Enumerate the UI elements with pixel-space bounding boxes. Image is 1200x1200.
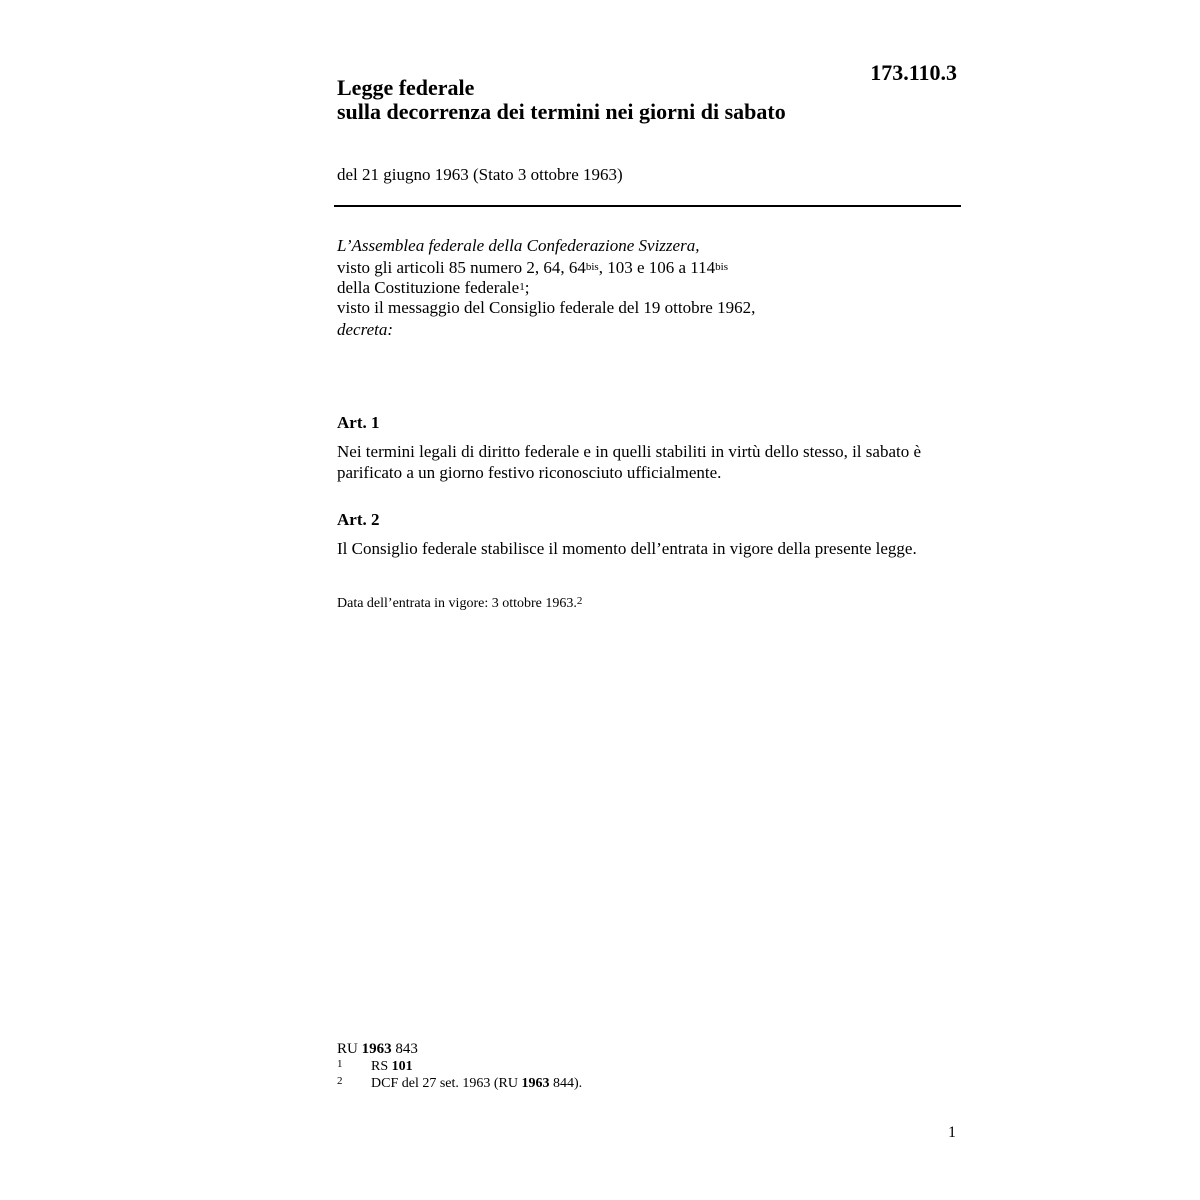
preamble-articles-text-2: , 103 e 106 a 114 <box>598 258 716 277</box>
footnote-ref-1[interactable]: 1 <box>519 281 525 293</box>
footnote-1-number: 1 <box>337 1058 343 1070</box>
footnote-1-bold: 101 <box>391 1059 413 1074</box>
article-2-heading: Art. 2 <box>337 510 380 529</box>
preamble-message-line: visto il messaggio del Consiglio federale del 19 ottobre 1962, <box>337 298 756 317</box>
law-number: 173.110.3 <box>870 60 957 85</box>
ru-page: 843 <box>391 1041 418 1057</box>
preamble-constitution-line <box>337 278 755 298</box>
preamble-sup-bis-1: bis <box>585 261 599 273</box>
preamble <box>337 236 755 340</box>
footnote-2-text <box>371 1075 582 1092</box>
law-title-line1: Legge federale <box>337 75 475 100</box>
footnote-2-text-b: 844). <box>549 1076 583 1091</box>
footnote-1-text <box>371 1058 413 1075</box>
page-number: 1 <box>948 1124 956 1141</box>
footnote-2-bold: 1963 <box>521 1076 550 1091</box>
article-1 <box>337 412 959 483</box>
article-1-text: Nei termini legali di diritto federale e in quelli stabiliti in virtù dello stesso, il sabato è parificato a un giorno festivo riconosciuto ufficialmente. <box>337 442 922 482</box>
preamble-articles-line <box>337 258 755 278</box>
footnote-ref-2[interactable]: 2 <box>576 595 583 607</box>
article-1-heading: Art. 1 <box>337 413 380 432</box>
ru-year: 1963 <box>361 1041 392 1057</box>
footnotes <box>337 1041 582 1092</box>
preamble-assembly: L’Assemblea federale della Confederazione Svizzera, <box>337 236 700 255</box>
preamble-decreta: decreta: <box>337 320 394 339</box>
ru-prefix: RU <box>337 1041 362 1057</box>
preamble-sup-bis-2: bis <box>715 261 728 273</box>
preamble-constitution-text: della Costituzione federale <box>337 278 520 297</box>
footnote-2-text-a: DCF del 27 set. 1963 (RU <box>371 1076 522 1091</box>
header-divider <box>334 205 961 207</box>
article-2 <box>337 509 959 559</box>
entry-into-force <box>337 596 582 612</box>
preamble-articles-text: visto gli articoli 85 numero 2, 64, 64 <box>337 258 586 277</box>
ru-reference <box>337 1041 582 1058</box>
law-title <box>337 76 786 124</box>
preamble-semicolon: ; <box>524 278 530 297</box>
article-2-text: Il Consiglio federale stabilisce il momento dell’entrata in vigore della presente legge. <box>337 539 917 558</box>
footnote-1-text-a: RS <box>371 1059 392 1074</box>
footnote-2-number: 2 <box>337 1075 343 1087</box>
footnote-1 <box>337 1058 582 1075</box>
entry-into-force-text: Data dell’entrata in vigore: 3 ottobre 1963. <box>337 596 577 611</box>
law-date: del 21 giugno 1963 (Stato 3 ottobre 1963) <box>337 165 623 184</box>
footnote-2 <box>337 1075 582 1092</box>
law-title-line2: sulla decorrenza dei termini nei giorni di sabato <box>337 99 786 124</box>
